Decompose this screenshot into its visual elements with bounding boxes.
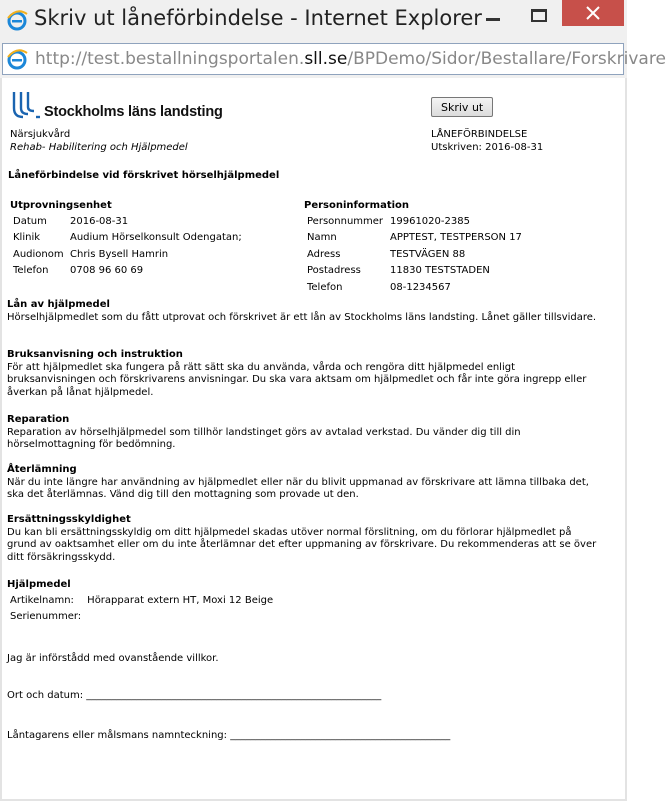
address-bar (0, 40, 666, 78)
close-button[interactable] (562, 0, 624, 26)
field-label: Adress (307, 248, 341, 260)
utprovning-heading: Utprovningsenhet (10, 200, 112, 211)
section-text: Du kan bli ersättningsskyldig om ditt hjälpmedel skadas utöver normal förslitning, om du förlorar hjälpmedlet på grund av oaktsamhet eller om du inte återlämnar det efter uppmaning av förskrivare. Du rekommenderas att se över ditt försäkringsskydd. (7, 526, 597, 563)
section-text: När du inte längre har användning av hjälpmedlet eller när du blivit uppmanad av förskrivare att lämna tillbaka det, ska det återlämnas. Vänd dig till den mottagning som provade ut den. (7, 476, 589, 500)
logo-text: Stockholms läns landsting (44, 104, 223, 120)
table-row (304, 230, 525, 247)
table-row (10, 263, 245, 280)
field-label: Telefon (307, 281, 343, 293)
field-value: Chris Bysell Hamrin (70, 248, 169, 260)
table-row (304, 213, 525, 230)
section-ersattning (7, 514, 597, 564)
table-row (304, 279, 525, 296)
sll-logo-mark (10, 90, 40, 120)
window-titlebar (0, 0, 627, 40)
field-label: Postadress (307, 265, 361, 277)
department-info (10, 128, 188, 154)
person-section (304, 200, 525, 296)
field-label: Telefon (13, 265, 49, 277)
field-value: Audium Hörselkonsult Odengatan; (70, 232, 242, 244)
field-label: Artikelnamn: (10, 595, 74, 607)
field-label: Klinik (13, 232, 41, 244)
table-row (10, 246, 245, 263)
maximize-button[interactable] (516, 0, 562, 30)
field-label: Audionom (13, 248, 64, 260)
section-heading: Ersättningsskyldighet (7, 514, 131, 525)
section-heading: Reparation (7, 414, 70, 425)
hjalpmedel-heading: Hjälpmedel (7, 579, 71, 590)
internet-explorer-icon (6, 9, 28, 31)
document-title: Låneförbindelse vid förskrivet hörselhjälpmedel (8, 170, 280, 181)
table-row (10, 230, 245, 247)
field-label: Serienummer: (10, 610, 82, 622)
table-row (7, 609, 276, 625)
table-row (304, 263, 525, 280)
url-prefix: http://test.bestallningsportalen. (35, 49, 305, 69)
field-value: Hörapparat extern HT, Moxi 12 Beige (87, 595, 274, 607)
field-label: Datum (13, 215, 47, 227)
printed-date: Utskriven: 2016-08-31 (431, 142, 544, 153)
table-row (10, 213, 245, 230)
url-suffix: /BPDemo/Sidor/Bestallare/Forskrivare (347, 49, 666, 69)
utprovning-table (10, 213, 245, 279)
field-value: APPTEST, TESTPERSON 17 (390, 232, 522, 244)
field-label: Namn (307, 232, 337, 244)
document-type-info (431, 128, 543, 154)
field-value: TESTVÄGEN 88 (390, 248, 466, 260)
field-value: 0708 96 60 69 (70, 265, 144, 277)
section-lan (7, 299, 597, 324)
section-heading: Bruksanvisning och instruktion (7, 349, 183, 360)
signature-line: Låntagarens eller målsmans namnteckning: ____________________________________________ (7, 730, 451, 741)
minimize-icon (486, 18, 500, 21)
field-label: Personnummer (307, 215, 384, 227)
field-value (84, 609, 276, 625)
table-row (304, 246, 525, 263)
unit-name: Rehab- Habilitering och Hjälpmedel (10, 142, 188, 153)
url-text (35, 49, 666, 69)
person-table (304, 213, 525, 296)
internet-explorer-icon (6, 48, 28, 70)
section-text: För att hjälpmedlet ska fungera på rätt sätt ska du använda, vårda och rengöra ditt hjälpmedel enligt bruksanvisningen och förskrivarens anvisningar. Du ska vara aktsam om hjälpmedlet och får inte göra ingrepp eller åverkan på lånat hjälpmedel. (7, 361, 587, 398)
section-aterlamning (7, 464, 597, 502)
close-icon (586, 6, 600, 20)
document-type: LÅNEFÖRBINDELSE (431, 129, 528, 140)
maximize-icon (531, 9, 547, 22)
department-name: Närsjukvård (10, 129, 71, 140)
document-page (2, 78, 625, 799)
print-button[interactable]: Skriv ut (431, 97, 493, 117)
url-field[interactable] (2, 43, 666, 75)
person-heading: Personinformation (304, 200, 410, 211)
section-text: Reparation av hörselhjälpmedel som tillhör landstinget görs av avtalad verkstad. Du vänder dig till din hörselmottagning för bedömning. (7, 426, 521, 450)
section-bruksanvisning (7, 349, 597, 399)
hjalpmedel-section (7, 579, 276, 624)
sll-logo (10, 90, 223, 120)
place-date-line: Ort och datum: ___________________________________________________________ (7, 690, 382, 701)
field-value: 2016-08-31 (70, 215, 129, 227)
utprovning-section (10, 200, 245, 279)
window-border (625, 78, 627, 801)
url-domain: sll.se (304, 49, 348, 69)
field-value: 08-1234567 (390, 281, 451, 293)
window-title: Skriv ut låneförbindelse - Internet Explorer (34, 6, 482, 30)
section-heading: Lån av hjälpmedel (7, 299, 110, 310)
section-text: Hörselhjälpmedlet som du fått utprovat och förskrivet är ett lån av Stockholms läns landsting. Lånet gäller tillsvidare. (7, 311, 597, 323)
hjalpmedel-table (7, 593, 276, 624)
field-value: 11830 TESTSTADEN (390, 265, 490, 277)
field-value: 19961020-2385 (390, 215, 470, 227)
section-heading: Återlämning (7, 464, 77, 475)
minimize-button[interactable] (470, 0, 516, 30)
agreement-text: Jag är införstådd med ovanstående villkor. (7, 653, 219, 664)
section-reparation (7, 414, 597, 452)
table-row (7, 593, 276, 609)
